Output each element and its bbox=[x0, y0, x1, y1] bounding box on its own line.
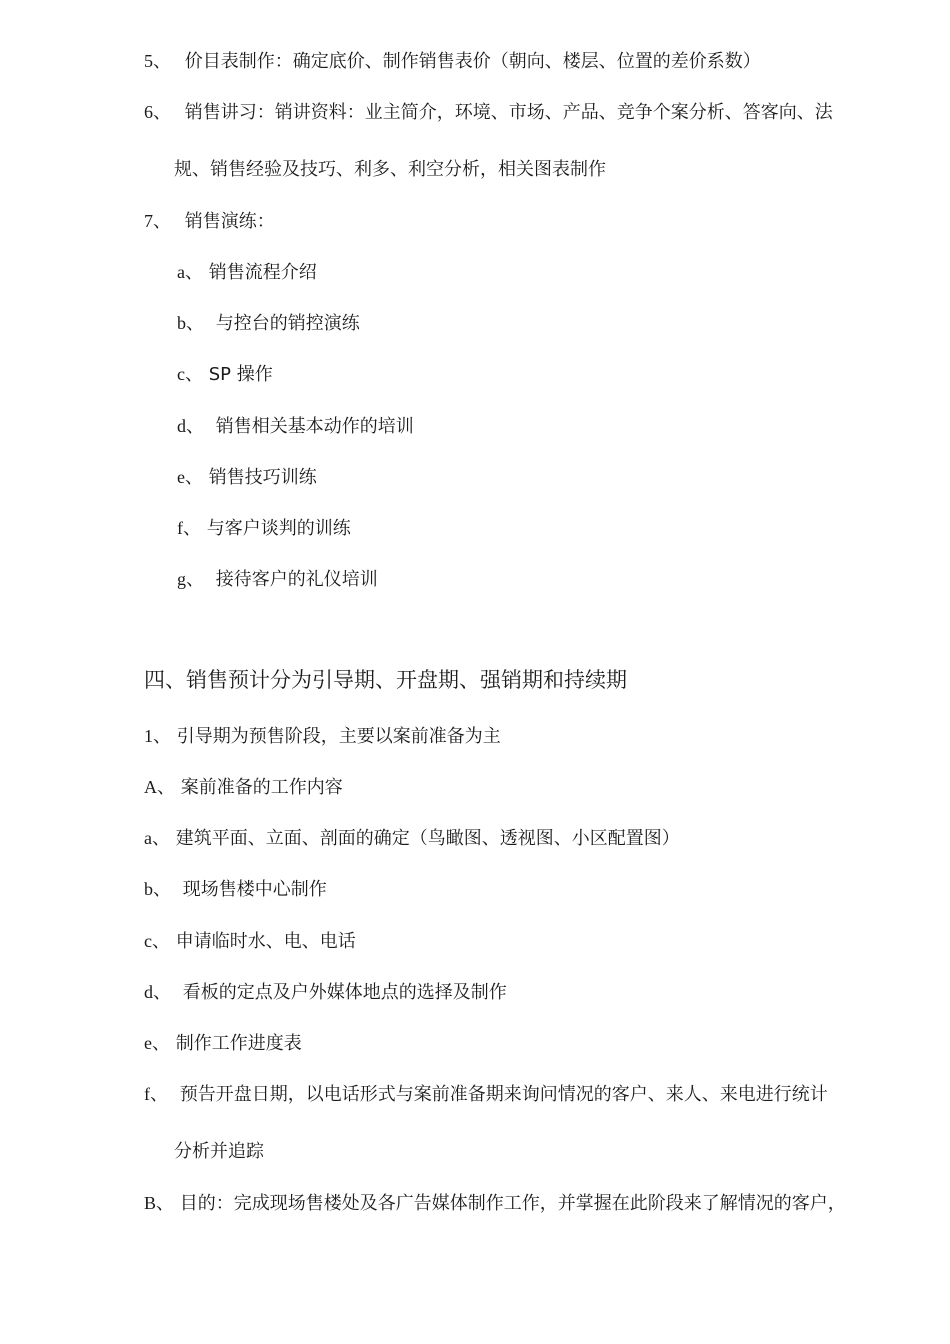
sub-list-item bbox=[177, 464, 317, 491]
list-item-text: 现场售楼中心制作 bbox=[182, 879, 327, 900]
list-marker: d、 bbox=[144, 982, 171, 1002]
list-item bbox=[144, 825, 680, 852]
section-heading bbox=[144, 665, 627, 695]
list-item-text: 目的：完成现场售楼处及各广告媒体制作工作，并掌握在此阶段来了解情况的客户， bbox=[179, 1193, 846, 1214]
list-item bbox=[144, 99, 833, 126]
section-heading-text: 四、销售预计分为引导期、开盘期、强销期和持续期 bbox=[144, 668, 627, 692]
list-item-text: 销售流程介绍 bbox=[208, 262, 317, 283]
sub-list-item bbox=[177, 259, 317, 286]
list-item bbox=[144, 1081, 828, 1108]
list-item-text: 案前准备的工作内容 bbox=[180, 777, 343, 798]
list-item bbox=[144, 48, 761, 75]
list-item-text: 与客户谈判的训练 bbox=[206, 518, 351, 539]
list-marker: f、 bbox=[177, 518, 201, 538]
list-item bbox=[144, 208, 275, 235]
list-marker: f、 bbox=[144, 1084, 168, 1104]
list-marker: c、 bbox=[177, 364, 203, 384]
list-marker: c、 bbox=[144, 931, 170, 951]
list-marker: b、 bbox=[144, 879, 171, 899]
list-marker: 5、 bbox=[144, 51, 171, 71]
list-marker: e、 bbox=[177, 467, 203, 487]
list-marker: e、 bbox=[144, 1033, 170, 1053]
list-item-text: 销售相关基本动作的培训 bbox=[215, 416, 414, 437]
list-marker: 6、 bbox=[144, 102, 171, 122]
list-marker: A、 bbox=[144, 777, 175, 797]
list-item-text: 引导期为预售阶段，主要以案前准备为主 bbox=[176, 726, 501, 747]
list-item bbox=[144, 723, 501, 750]
list-item-text: 销售演练： bbox=[184, 211, 275, 232]
list-item-text: 制作工作进度表 bbox=[175, 1033, 302, 1054]
list-marker: a、 bbox=[144, 828, 170, 848]
list-item-text: 申请临时水、电、电话 bbox=[175, 931, 356, 952]
list-marker: d、 bbox=[177, 416, 204, 436]
list-item bbox=[144, 774, 343, 801]
list-item bbox=[144, 1190, 846, 1217]
sub-list-item bbox=[177, 310, 360, 337]
sub-list-item bbox=[177, 361, 273, 388]
list-item-text: 与控台的销控演练 bbox=[215, 313, 360, 334]
list-item bbox=[144, 928, 356, 955]
list-marker: a、 bbox=[177, 262, 203, 282]
list-item-continuation bbox=[174, 157, 606, 183]
sub-list-item bbox=[177, 413, 414, 440]
list-item-text: 价目表制作：确定底价、制作销售表价（朝向、楼层、位置的差价系数） bbox=[184, 51, 761, 72]
list-item-text: 预告开盘日期，以电话形式与案前准备期来询问情况的客户、来人、来电进行统计 bbox=[179, 1084, 828, 1105]
list-item-continuation bbox=[174, 1139, 264, 1165]
list-item-text: 看板的定点及户外媒体地点的选择及制作 bbox=[182, 982, 507, 1003]
list-item bbox=[144, 876, 327, 903]
list-item-text: 分析并追踪 bbox=[174, 1141, 264, 1162]
list-item bbox=[144, 979, 507, 1006]
list-marker: 1、 bbox=[144, 726, 171, 746]
list-item-text: 建筑平面、立面、剖面的确定（鸟瞰图、透视图、小区配置图） bbox=[175, 828, 680, 849]
list-item-text: 接待客户的礼仪培训 bbox=[215, 569, 378, 590]
list-item bbox=[144, 1030, 302, 1057]
list-marker: g、 bbox=[177, 569, 204, 589]
list-item-text: 销售技巧训练 bbox=[208, 467, 317, 488]
sub-list-item bbox=[177, 515, 351, 542]
list-item-text: SP 操作 bbox=[208, 364, 273, 385]
list-item-text: 规、销售经验及技巧、利多、利空分析，相关图表制作 bbox=[174, 159, 606, 180]
list-item-text: 销售讲习：销讲资料：业主简介，环境、市场、产品、竞争个案分析、答客向、法 bbox=[184, 102, 833, 123]
list-marker: 7、 bbox=[144, 211, 171, 231]
list-marker: b、 bbox=[177, 313, 204, 333]
sub-list-item bbox=[177, 566, 378, 593]
list-marker: B、 bbox=[144, 1193, 175, 1213]
